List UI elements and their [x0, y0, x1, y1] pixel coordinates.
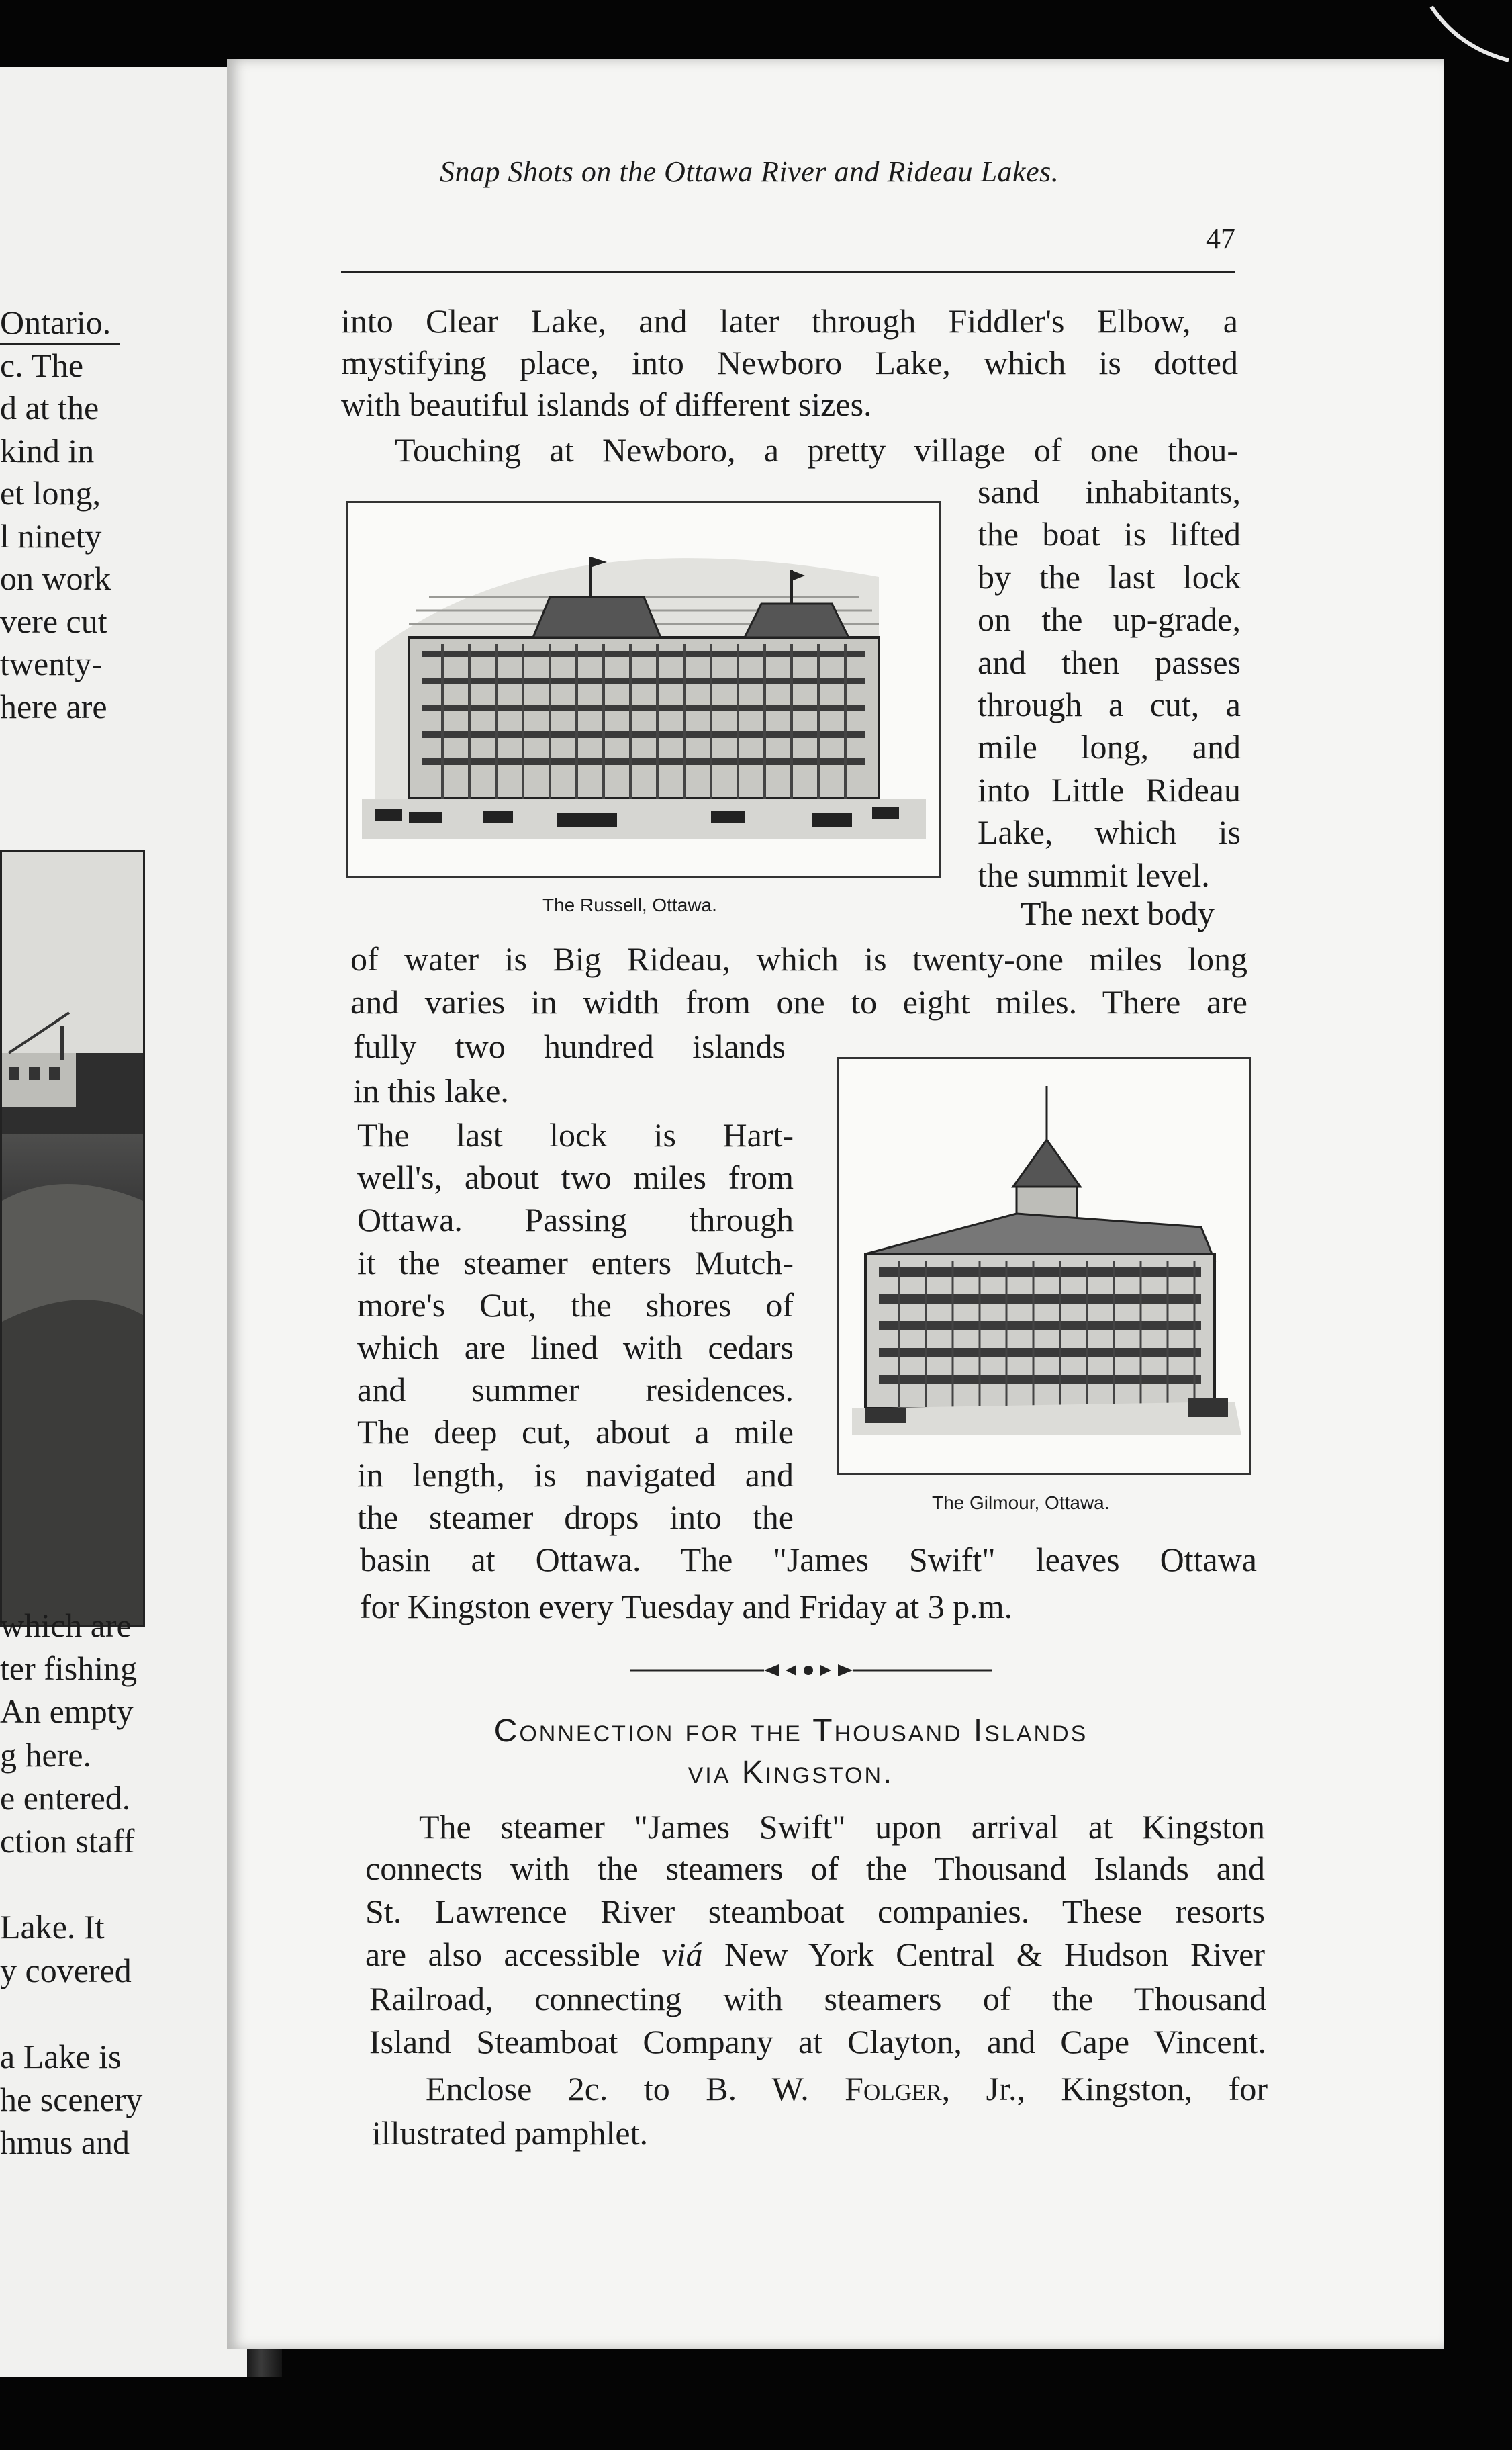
left-page-text-line: twenty-: [0, 645, 103, 682]
text-line: The deep cut, about a mile: [357, 1413, 794, 1451]
section-divider-ornament: [630, 1659, 992, 1682]
text-line: mystifying place, into Newboro Lake, which is dotted: [341, 344, 1238, 381]
text-line: mile long, and: [978, 728, 1241, 766]
text-line: [426, 2069, 1268, 2109]
left-page-text-line: ter fishing: [0, 1649, 138, 1688]
text-line: illustrated pamphlet.: [372, 2114, 649, 2152]
section-heading-line2: via Kingston.: [688, 1755, 894, 1790]
section-heading-line1: Connection for the Thousand Islands: [493, 1713, 1088, 1749]
text-line: Railroad, connecting with steamers of the Thousand: [369, 1980, 1266, 2017]
left-page-text-line: vere cut: [0, 602, 107, 640]
text-line: and summer residences.: [357, 1371, 794, 1409]
text-line: the steamer drops into the: [357, 1498, 794, 1536]
left-page-text-line: which are: [0, 1606, 132, 1644]
left-page-text-line: e entered.: [0, 1778, 131, 1817]
text-line: the boat is lifted: [978, 515, 1241, 553]
text-line: on the up-grade,: [978, 600, 1241, 639]
left-page-text-line: Lake. It: [0, 1908, 105, 1946]
text-line: Touching at Newboro, a pretty village of one thou-: [395, 431, 1238, 469]
text-line: Ottawa. Passing through: [357, 1201, 794, 1239]
scan-corner-mark: [1425, 0, 1512, 87]
text-line: through a cut, a: [978, 686, 1241, 723]
text-line: Lake, which is: [978, 813, 1241, 852]
text-line: basin at Ottawa. The "James Swift" leaves Ottawa: [360, 1541, 1257, 1578]
text-line: in this lake.: [353, 1072, 509, 1109]
left-page-text-line: l ninety: [0, 516, 102, 555]
text-segment: Enclose 2c. to B. W.: [426, 2070, 845, 2107]
running-header-title: Snap Shots on the Ottawa River and Rideau Lakes.: [440, 155, 1059, 188]
left-page-text-line: hmus and: [0, 2124, 130, 2162]
gilmour-hotel-engraving: [839, 1059, 1249, 1473]
figure-russell-hotel: [346, 501, 941, 878]
text-line: it the steamer enters Mutch-: [357, 1243, 794, 1281]
figure-gilmour-hotel: [837, 1057, 1251, 1475]
text-line: into Clear Lake, and later through Fiddler's Elbow, a: [341, 302, 1238, 340]
left-page-text-line: An empty: [0, 1692, 134, 1731]
left-page-text-line: a Lake is: [0, 2038, 122, 2075]
text-line: for Kingston every Tuesday and Friday at 3 p.m.: [360, 1588, 1013, 1625]
left-page-text-line: y covered: [0, 1951, 132, 1989]
gilmour-caption: The Gilmour, Ottawa.: [932, 1492, 1110, 1513]
text-line: connects with the steamers of the Thousand Islands and: [365, 1850, 1265, 1887]
text-segment: New York Central & Hudson River: [702, 1936, 1265, 1973]
text-line: more's Cut, the shores of: [357, 1285, 794, 1324]
russell-caption: The Russell, Ottawa.: [542, 895, 717, 915]
left-page-text-line: on work: [0, 559, 111, 597]
text-segment: are also accessible: [365, 1936, 662, 1973]
text-line: St. Lawrence River steamboat companies. These resorts: [365, 1893, 1265, 1930]
left-page-photo: [0, 850, 145, 1627]
text-line: well's, about two miles from: [357, 1159, 794, 1197]
text-line: which are lined with cedars: [357, 1328, 794, 1366]
left-page-text-line: et long,: [0, 474, 101, 512]
left-page-text-line: kind in: [0, 431, 95, 469]
left-photo-illustration: [2, 852, 143, 1625]
left-page-text-line: Ontario.: [0, 304, 111, 341]
text-line: sand inhabitants,: [978, 473, 1241, 510]
text-line: and varies in width from one to eight miles. There are: [350, 983, 1247, 1021]
author-name: Folger: [845, 2070, 942, 2107]
text-line: fully two hundred islands: [353, 1028, 786, 1065]
header-rule: [341, 271, 1235, 273]
text-line: Island Steamboat Company at Clayton, and Cape Vincent.: [369, 2023, 1266, 2060]
russell-hotel-engraving: [348, 503, 939, 876]
left-page-text-line: he scenery: [0, 2081, 143, 2119]
text-segment: , Jr., Kingston, for: [941, 2070, 1268, 2107]
left-page-text-line: ction staff: [0, 1822, 135, 1860]
left-page-text-line: d at the: [0, 389, 99, 426]
left-facing-page: [0, 67, 249, 2377]
text-line: in length, is navigated and: [357, 1455, 794, 1494]
page-number: 47: [1206, 222, 1235, 255]
left-page-text-line: c. The: [0, 346, 84, 384]
text-line: The steamer "James Swift" upon arrival at Kingston: [419, 1808, 1265, 1846]
text-line: and then passes: [978, 643, 1241, 681]
text-line: The last lock is Hart-: [357, 1116, 794, 1154]
text-line: of water is Big Rideau, which is twenty-one miles long: [350, 940, 1247, 978]
text-line: by the last lock: [978, 557, 1241, 596]
text-line: into Little Rideau: [978, 770, 1241, 809]
text-line: the summit level.: [978, 856, 1210, 894]
text-line: [365, 1934, 1265, 1975]
text-line: with beautiful islands of different sizes.: [341, 385, 872, 423]
left-page-text-line: here are: [0, 687, 107, 725]
text-line: The next body: [1021, 895, 1215, 932]
text-segment-italic: viá: [661, 1936, 703, 1973]
left-page-text-line: g here.: [0, 1735, 92, 1774]
